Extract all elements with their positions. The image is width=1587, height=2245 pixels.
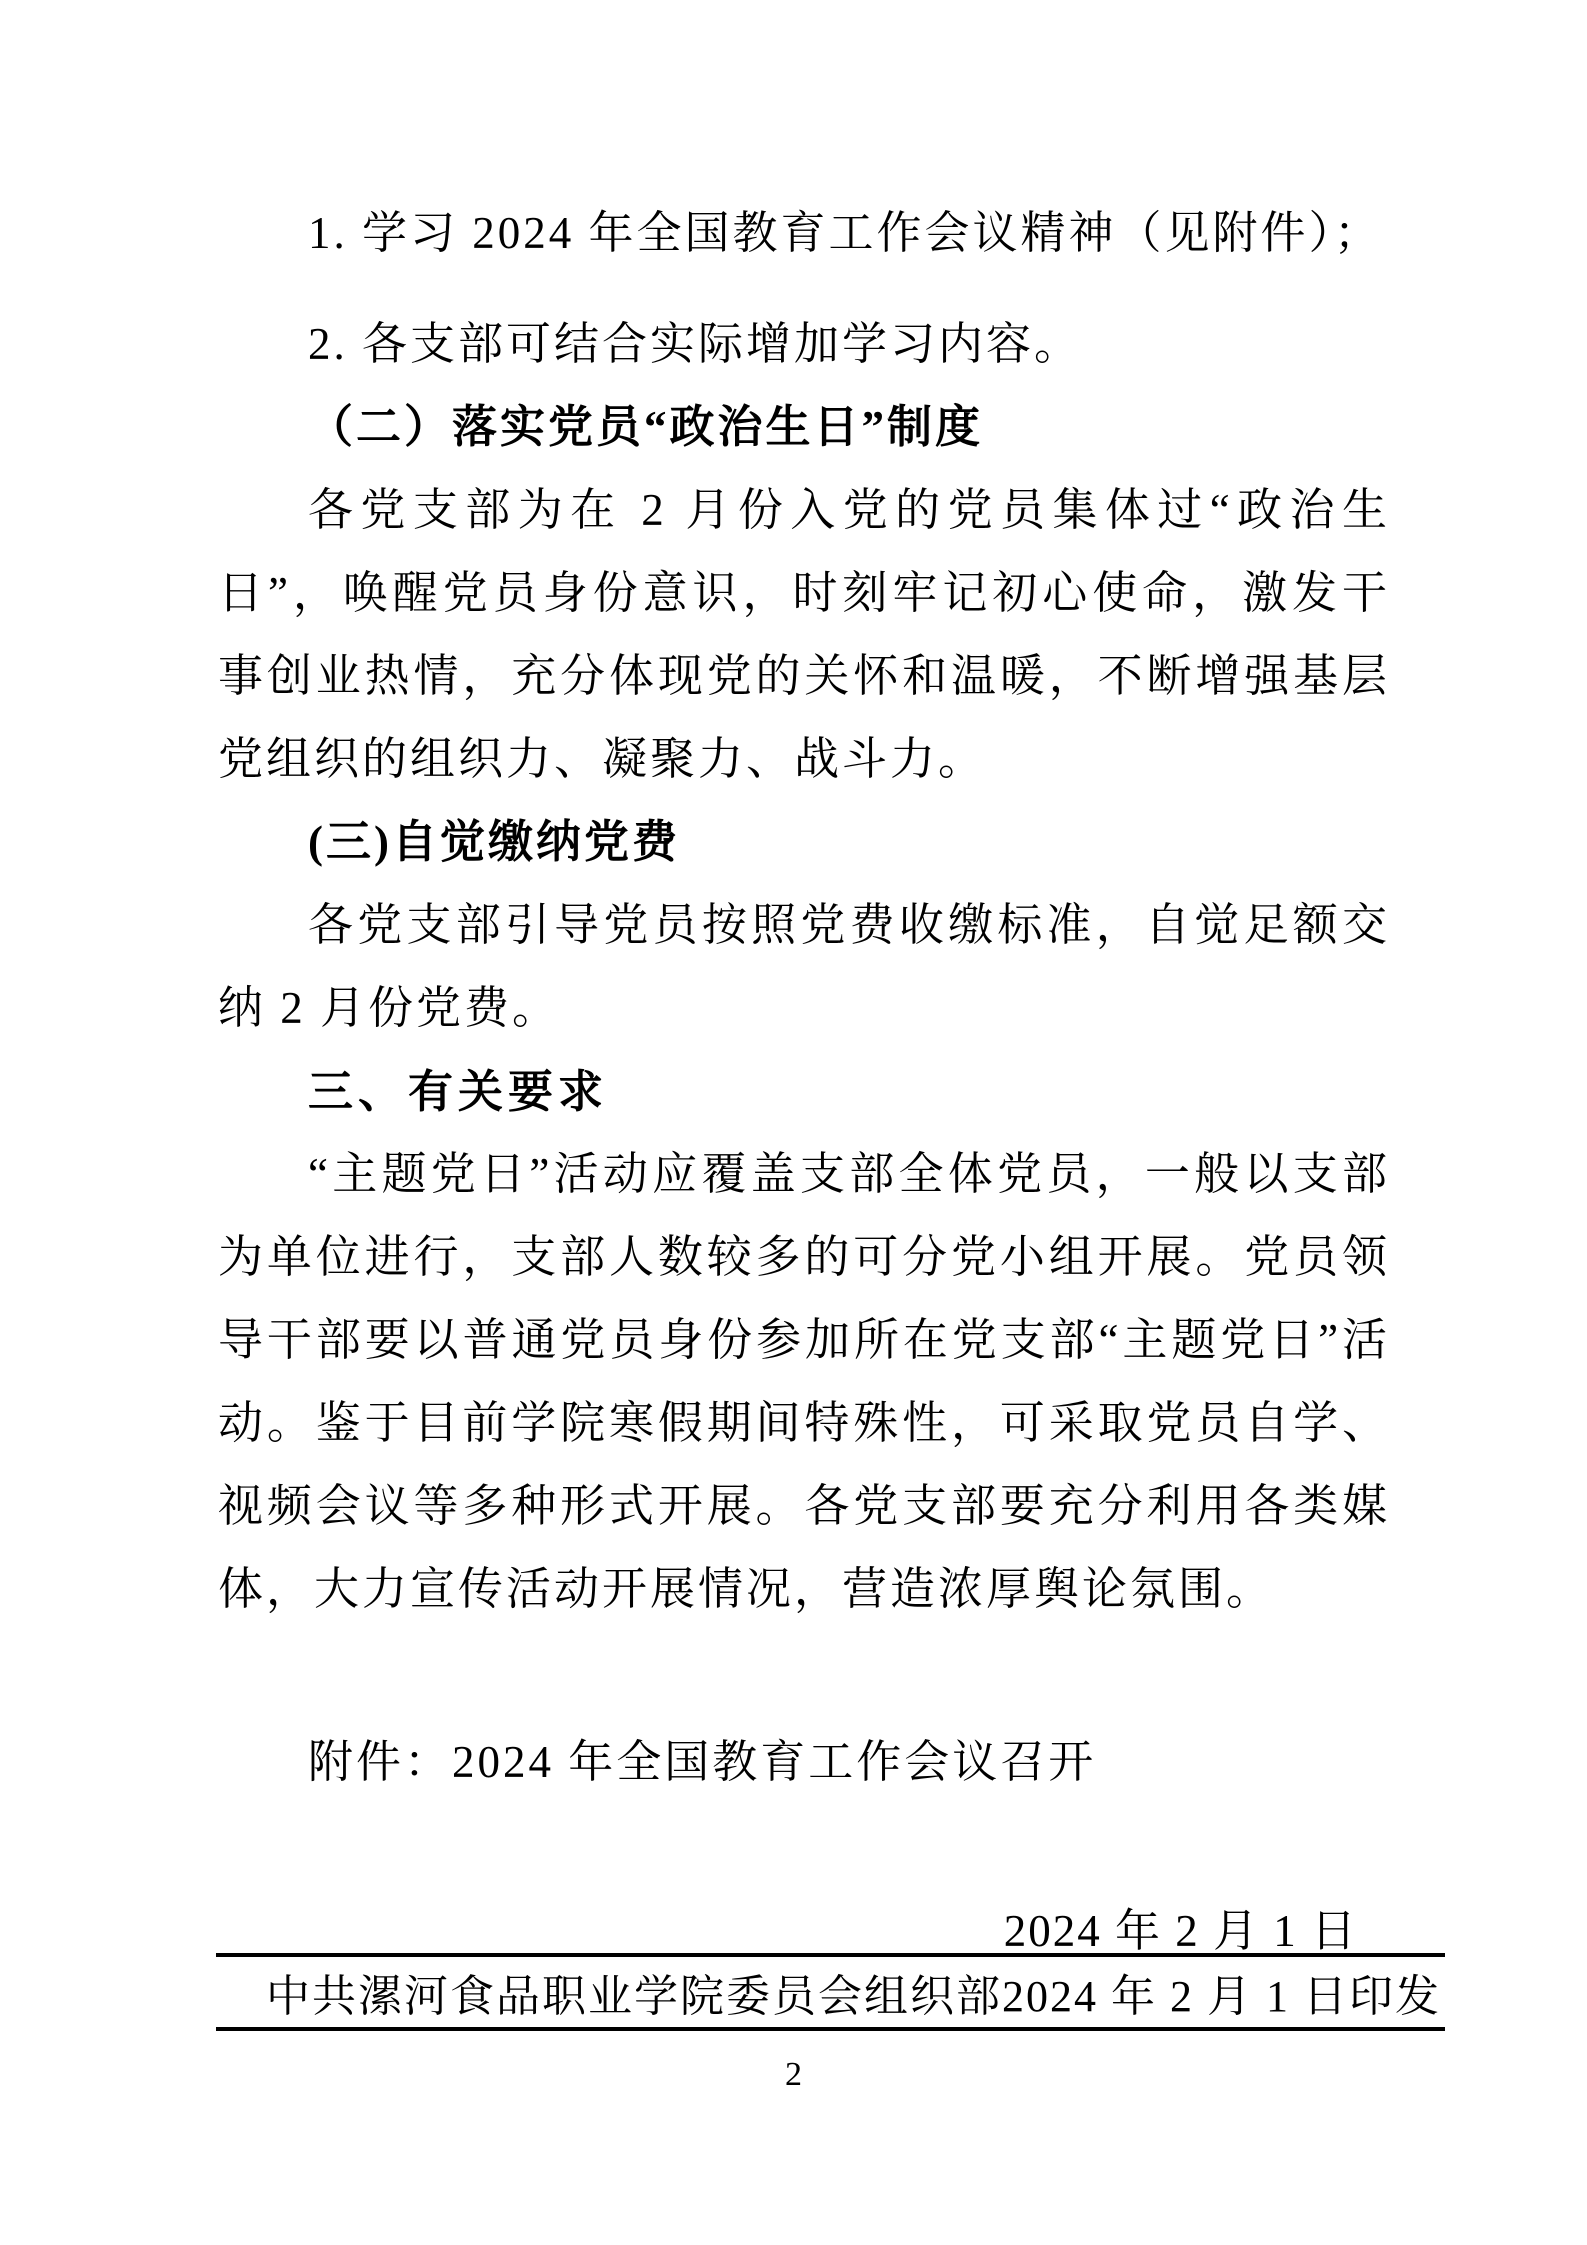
paragraph-political-birthday: 各党支部为在 2 月份入党的党员集体过“政治生日”，唤醒党员身份意识，时刻牢记初心使命，激发干事创业热情，充分体现党的关怀和温暖，不断增强基层党组织的组织力、凝聚力、战斗力。 xyxy=(218,485,1390,784)
paragraph-requirements: “主题党日”活动应覆盖支部全体党员，一般以支部为单位进行，支部人数较多的可分党小组开展。党员领导干部要以普通党员身份参加所在党支部“主题党日”活动。鉴于目前学院寒假期间特殊性，可采取党员自学、视频会议等多种形式开展。各党支部要充分利用各类媒体，大力宣传活动开展情况，营造浓厚舆论氛围。 xyxy=(218,1149,1390,1614)
footer-row xyxy=(216,1957,1445,2027)
sign-date-line: 2024 年 2 月 1 日 xyxy=(1003,1906,1358,1956)
list-item-2: 2. 各支部可结合实际增加学习内容。 xyxy=(308,319,1083,369)
document-body xyxy=(218,192,1390,1973)
document-footer xyxy=(216,1953,1445,2031)
paragraph-party-fee: 各党支部引导党员按照党费收缴标准，自觉足额交纳 2 月份党费。 xyxy=(218,900,1390,1033)
footer-issuer: 中共漯河食品职业学院委员会组织部 xyxy=(266,1972,1002,2021)
section-heading-3: (三)自觉缴纳党费 xyxy=(308,817,680,867)
section-heading-requirements: 三、有关要求 xyxy=(308,1066,609,1117)
section-heading-2: （二）落实党员“政治生日”制度 xyxy=(308,402,984,452)
attachment-line: 附件：2024 年全国教育工作会议召开 xyxy=(308,1737,1097,1787)
footer-print-date: 2024 年 2 月 1 日印发 xyxy=(1002,1972,1441,2021)
list-item-1: 1. 学习 2024 年全国教育工作会议精神（见附件）； xyxy=(308,208,1383,258)
page-number: 2 xyxy=(785,2056,802,2093)
